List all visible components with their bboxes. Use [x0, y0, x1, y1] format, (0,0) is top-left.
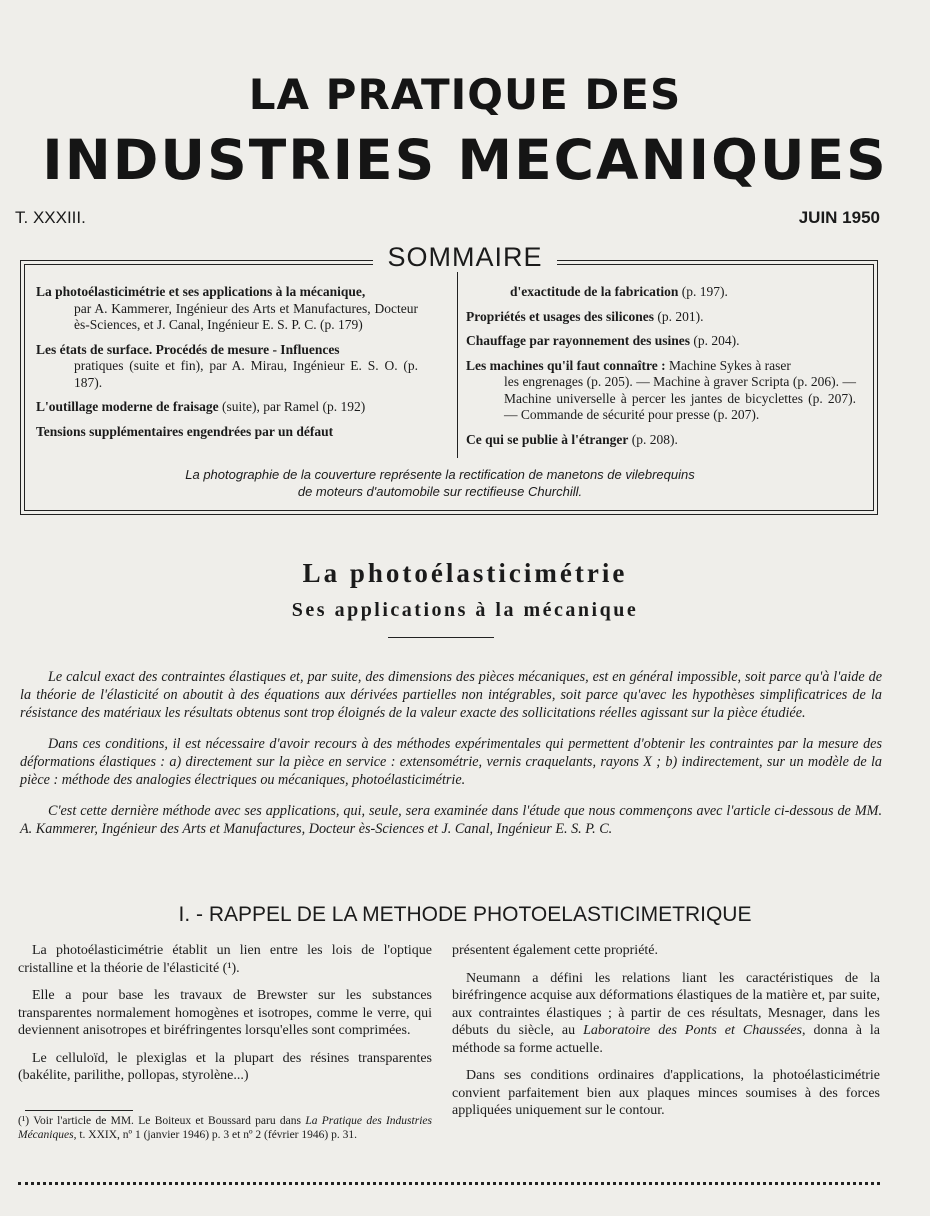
intro-paragraph: C'est cette dernière méthode avec ses applications, qui, seule, sera examinée dans l'étude que nous commençons avec l'article ci-dessous de MM. A. Kammerer, Ingénieur des Arts et Manufactures, Docteur ès-Sciences et J. Canal, Ingénieur E. S. P. C.	[20, 803, 882, 837]
intro-paragraph: Le calcul exact des contraintes élastiques et, par suite, des dimensions des pièces mécaniques, est en général impossible, soit parce qu'à l'aide de la théorie de l'élasticité on aboutit à des équations aux dérivées partielles non intégrables, soit parce qu'avec les hypothèses simplificatrices de la résistance des matériaux les résultats obtenus sont trop éloignés de la valeur exacte des sollicitations réelles agissant sur la pièce étudiée.	[20, 669, 882, 721]
masthead-line-1: LA PRATIQUE DES	[248, 70, 682, 119]
masthead-line-2: INDUSTRIES MECANIQUES	[42, 128, 888, 192]
toc-entry: La photoélasticimétrie et ses applications à la mécanique, par A. Kammerer, Ingénieur des Arts et Manufactures, Docteur ès-Sciences, et J. Canal, Ingénieur E. S. P. C. (p. 179)	[36, 284, 418, 332]
body-paragraph: Neumann a défini les relations liant les caractéristiques de la biréfringence acquise aux déformations élastiques de la matière et, par suite, aux contraintes élastiques ; à partir de ces résultats, Mesnager, dans les débuts du siècle, au Laboratoire des Ponts et Chaussées, donna à la méthode sa forme actuelle.	[452, 970, 881, 1056]
body-paragraph: Elle a pour base les travaux de Brewster sur les substances transparentes normalement homogènes et isotropes, comme le verre, qui deviennent anisotropes et biréfringentes lorsqu'elles sont comprimées.	[18, 988, 432, 1038]
title-rule	[388, 637, 494, 638]
article-title: La photoélasticimétrie	[302, 558, 628, 588]
bottom-dotted-rule	[18, 1182, 880, 1188]
body-paragraph: La photoélasticimétrie établit un lien entre les lois de l'optique cristalline et la théorie de l'élasticité (¹).	[18, 943, 432, 976]
summary-title: SOMMAIRE	[0, 242, 930, 273]
article-subtitle: Ses applications à la mécanique	[291, 599, 639, 621]
toc-entry: Les états de surface. Procédés de mesure - Influences pratiques (suite et fin), par A. Mirau, Ingénieur E. S. O. (p. 187).	[36, 341, 418, 390]
toc-entry: d'exactitude de la fabrication (p. 197).	[510, 284, 728, 299]
toc-entry: Chauffage par rayonnement des usines (p. 204).	[466, 333, 740, 348]
toc-entry: Ce qui se publie à l'étranger (p. 208).	[466, 431, 678, 447]
summary-column-divider	[457, 272, 458, 458]
summary-left-column	[36, 284, 418, 448]
article-intro	[20, 668, 882, 851]
toc-entry: Les machines qu'il faut connaître : Machine Sykes à raser les engrenages (p. 205). — Machine à graver Scripta (p. 206). — Machine universelle à percer les jantes de bicyclettes (p. 207). — Commande de sécurité pour presse (p. 207).	[466, 357, 856, 422]
body-paragraph: Dans ses conditions ordinaires d'applications, la photoélasticimétrie convient parfaitement bien aux plaques minces soumises à des forces appliquées uniquement sur le contour.	[452, 1068, 880, 1118]
footnote: (¹) Voir l'article de MM. Le Boiteux et Boussard paru dans La Pratique des Industries Mécaniques, t. XXIX, nº 1 (janvier 1946) p. 3 et nº 2 (février 1946) p. 31.	[18, 1115, 432, 1141]
body-paragraph: Le celluloïd, le plexiglas et la plupart des résines transparentes (bakélite, parilithe, pollopas, styrolène...)	[18, 1050, 432, 1083]
toc-entry: L'outillage moderne de fraisage (suite), par Ramel (p. 192)	[36, 399, 366, 414]
body-left-column	[18, 942, 432, 1095]
cover-caption	[60, 466, 820, 500]
section-heading: I. - RAPPEL DE LA METHODE PHOTOELASTICIMETRIQUE	[178, 903, 752, 926]
toc-entry: Propriétés et usages des silicones (p. 201).	[466, 308, 704, 324]
cover-caption-line: La photographie de la couverture représente la rectification de manetons de vilebrequins	[185, 467, 695, 482]
cover-caption-line: de moteurs d'automobile sur rectifieuse Churchill.	[297, 484, 583, 499]
body-paragraph: présentent également cette propriété.	[452, 943, 659, 958]
summary-right-column	[466, 284, 856, 456]
volume-number: T. XXXIII.	[15, 208, 86, 227]
toc-entry: Tensions supplémentaires engendrées par un défaut	[36, 423, 334, 439]
body-right-column	[452, 942, 880, 1130]
intro-paragraph: Dans ces conditions, il est nécessaire d'avoir recours à des méthodes expérimentales qui permettent d'obtenir les contraintes par la mesure des déformations élastiques : a) directement sur la pièce en service : extensométrie, vernis craquelants, rayons X ; b) indirectement, sur un modèle de la pièce : méthode des analogies électriques ou mécaniques, photoélasticimétrie.	[20, 736, 882, 788]
issue-date: JUIN 1950	[798, 208, 880, 227]
footnote-rule	[25, 1110, 133, 1111]
